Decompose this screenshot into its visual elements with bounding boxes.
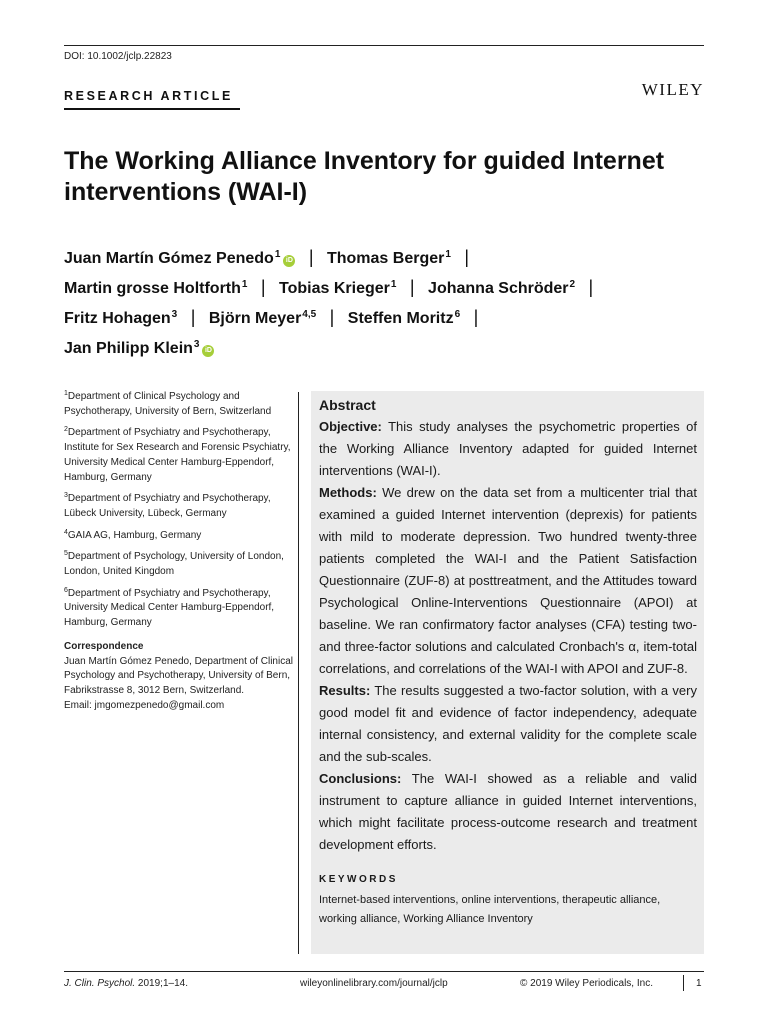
affiliation-text: Department of Psychology, University of London, London, United Kingdom <box>64 551 284 578</box>
author-affiliation-ref: 1 <box>390 279 397 290</box>
footer-separator <box>683 975 684 991</box>
affiliation-item <box>64 489 296 521</box>
author-line <box>64 300 724 330</box>
column-divider <box>298 392 299 954</box>
footer-copyright: © 2019 Wiley Periodicals, Inc. <box>520 978 653 989</box>
author-separator: | <box>588 277 594 297</box>
author-name[interactable]: Steffen Moritz <box>347 310 454 327</box>
author-name[interactable]: Jan Philipp Klein <box>64 340 193 357</box>
affiliation-number: 1 <box>64 390 68 397</box>
author-separator: | <box>190 307 196 327</box>
affiliation-number: 6 <box>64 586 68 594</box>
conclusions-text: The WAI-I showed as a reliable and valid instrument to capture alliance in guided Internet interventions, which might facilitate process-outcome research and treatment development efforts. <box>319 771 697 852</box>
author-affiliation-ref: 1 <box>241 279 248 290</box>
objective-label: Objective: <box>319 419 382 434</box>
results-text: The results suggested a two-factor solution, with a very good model fit and evidence of factor independency, adequate internal consistency, and external validity for the complete scale and the sub-scales. <box>319 683 697 764</box>
affiliation-item <box>64 423 296 485</box>
affiliation-number: 3 <box>64 492 68 500</box>
affiliation-item <box>64 547 296 579</box>
author-name[interactable]: Martin grosse Holtforth <box>64 280 241 297</box>
affiliation-text: Department of Psychiatry and Psychotherapy, University Medical Center Hamburg-Eppendorf, Hamburg, Germany <box>64 587 275 629</box>
citation-volume: 2019;1–14. <box>135 978 188 989</box>
results-label: Results: <box>319 683 371 698</box>
footer-rule <box>64 971 704 972</box>
author-affiliation-ref: 2 <box>569 279 576 290</box>
conclusions-label: Conclusions: <box>319 771 402 786</box>
author-line <box>64 240 724 270</box>
correspondence-address: Juan Martín Gómez Penedo, Department of Clinical Psychology and Psychotherapy, University of Bern, Fabrikstrasse 8, 3012 Bern, Switzerland. <box>64 655 293 696</box>
affiliation-text: Department of Clinical Psychology and Psychotherapy, University of Bern, Switzerland <box>64 391 272 417</box>
affiliation-text: Department of Psychiatry and Psychotherapy, Lübeck University, Lübeck, Germany <box>64 493 271 519</box>
article-type-underline <box>64 108 240 110</box>
author-separator: | <box>464 247 470 267</box>
affiliation-text: Department of Psychiatry and Psychotherapy, Institute for Sex Research and Forensic Psychiatry, University Medical Center Hamburg-Eppendorf, Hamburg, Germany <box>64 427 291 483</box>
doi[interactable]: DOI: 10.1002/jclp.22823 <box>64 51 172 62</box>
author-separator: | <box>409 277 415 297</box>
affiliation-text: GAIA AG, Hamburg, Germany <box>67 529 202 541</box>
objective-text: This study analyses the psychometric properties of the Working Alliance Inventory adapted for guided Internet interventions (WAI-I). <box>319 419 697 478</box>
author-list <box>64 240 724 360</box>
methods-label: Methods: <box>319 485 377 500</box>
header-rule <box>64 45 704 46</box>
author-affiliation-ref: 1 <box>445 249 451 260</box>
author-name[interactable]: Tobias Krieger <box>279 280 390 297</box>
affiliation-item <box>64 387 296 419</box>
abstract-heading: Abstract <box>319 397 376 413</box>
correspondence-email[interactable]: Email: jmgomezpenedo@gmail.com <box>64 699 225 711</box>
keywords-text: Internet-based interventions, online interventions, therapeutic alliance, working alliance, Working Alliance Inventory <box>319 894 661 925</box>
footer-url[interactable]: wileyonlinelibrary.com/journal/jclp <box>300 978 448 989</box>
author-affiliation-ref: 6 <box>454 309 461 320</box>
journal-name: J. Clin. Psychol. <box>64 978 136 989</box>
author-line <box>64 270 724 300</box>
footer-citation <box>64 978 188 989</box>
keywords-heading: KEYWORDS <box>319 874 398 885</box>
affiliation-item <box>64 526 296 544</box>
author-affiliation-ref: 1 <box>274 249 281 260</box>
author-affiliation-ref: 3 <box>171 309 178 320</box>
author-line <box>64 330 724 360</box>
author-name[interactable]: Fritz Hohagen <box>64 310 171 327</box>
paper-title: The Working Alliance Inventory for guided Internet interventions (WAI-I) <box>64 147 665 206</box>
abstract-objective <box>319 416 697 482</box>
abstract-results <box>319 680 697 768</box>
abstract-content <box>319 395 697 929</box>
author-separator: | <box>308 247 314 267</box>
abstract-box <box>311 391 704 954</box>
article-type: RESEARCH ARTICLE <box>64 89 233 103</box>
author-name[interactable]: Johanna Schröder <box>428 280 569 297</box>
author-separator: | <box>260 277 266 297</box>
author-affiliation-ref: 4,5 <box>302 309 317 320</box>
affiliations <box>64 387 296 713</box>
publisher-logo: WILEY <box>641 80 704 99</box>
author-separator: | <box>329 307 335 327</box>
affiliation-number: 2 <box>64 426 68 434</box>
abstract-conclusions <box>319 768 697 856</box>
author-affiliation-ref: 3 <box>193 339 200 350</box>
orcid-icon[interactable]: iD <box>283 255 295 267</box>
author-name[interactable]: Björn Meyer <box>208 310 302 327</box>
author-name[interactable]: Juan Martín Gómez Penedo <box>64 250 274 267</box>
affiliation-item <box>64 584 296 631</box>
page-number: 1 <box>696 978 702 989</box>
affiliation-number: 5 <box>64 550 68 558</box>
author-separator: | <box>473 307 479 327</box>
correspondence-heading: Correspondence <box>64 640 144 652</box>
abstract-methods <box>319 482 697 680</box>
affiliation-number: 4 <box>64 528 68 536</box>
orcid-icon[interactable]: iD <box>202 345 214 357</box>
author-name[interactable]: Thomas Berger <box>326 250 445 267</box>
methods-text: We drew on the data set from a multicenter trial that examined a guided Internet intervention (deprexis) for patients with mild to moderate depression. Two hundred twenty-three patients completed the WAI-I and the Patient Satisfaction Questionnaire (ZUF-8) at posttreatment, and the Attitudes toward Psychological Online-Interventions Questionnaire (APOI) at baseline. We ran confirmatory factor analyses (CFA) testing two- and three-factor solutions and calculated Cronbach's α, item-total correlations, and correlations of the WAI-I with APOI and ZUF-8. <box>319 485 697 676</box>
